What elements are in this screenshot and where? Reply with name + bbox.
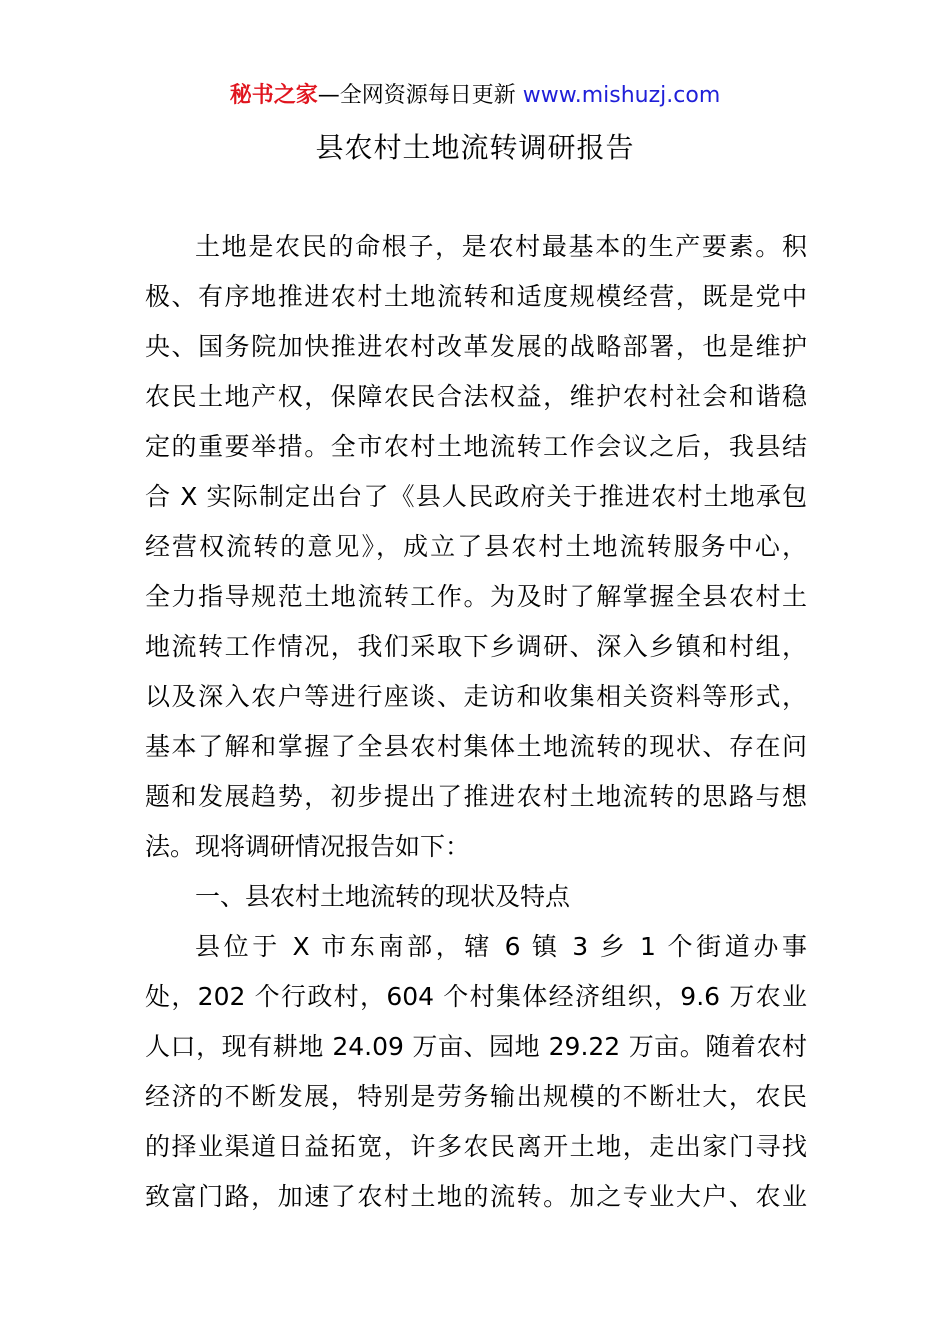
body-line: 处，202 个行政村，604 个村集体经济组织，9.6 万农业 — [145, 982, 807, 1011]
document-title: 县农村土地流转调研报告 — [315, 131, 635, 164]
site-url-link[interactable]: www.mishuzj.com — [522, 83, 721, 108]
body-line: 极、有序地推进农村土地流转和适度规模经营，既是党中 — [145, 282, 807, 311]
body-line: 定的重要举措。全市农村土地流转工作会议之后，我县结 — [145, 432, 807, 461]
body-line: 经济的不断发展，特别是劳务输出规模的不断壮大，农民 — [145, 1082, 807, 1111]
body-line: 致富门路，加速了农村土地的流转。加之专业大户、农业 — [145, 1182, 807, 1211]
body-line: 经营权流转的意见》，成立了县农村土地流转服务中心， — [145, 532, 807, 561]
body-line: 法。现将调研情况报告如下： — [145, 832, 471, 861]
body-line: 央、国务院加快推进农村改革发展的战略部署，也是维护 — [145, 332, 807, 361]
body-line: 土地是农民的命根子，是农村最基本的生产要素。积 — [195, 232, 807, 261]
body-line: 合 X 实际制定出台了《县人民政府关于推进农村土地承包 — [145, 482, 807, 511]
body-line: 题和发展趋势，初步提出了推进农村土地流转的思路与想 — [145, 782, 807, 811]
body-line: 人口，现有耕地 24.09 万亩、园地 29.22 万亩。随着农村 — [145, 1032, 807, 1061]
site-brand: 秘书之家 — [229, 83, 318, 108]
body-line: 全力指导规范土地流转工作。为及时了解掌握全县农村土 — [145, 582, 807, 611]
body-line: 农民土地产权，保障农民合法权益，维护农村社会和谐稳 — [145, 382, 807, 411]
body-line: 县位于 X 市东南部，辖 6 镇 3 乡 1 个街道办事 — [195, 932, 807, 961]
site-header — [0, 80, 950, 112]
body-line: 以及深入农户等进行座谈、走访和收集相关资料等形式， — [145, 682, 807, 711]
body-line: 地流转工作情况，我们采取下乡调研、深入乡镇和村组， — [145, 632, 807, 661]
body-line: 的择业渠道日益拓宽，许多农民离开土地，走出家门寻找 — [145, 1132, 807, 1161]
body-line: 基本了解和掌握了全县农村集体土地流转的现状、存在问 — [145, 732, 807, 761]
section-heading: 一、县农村土地流转的现状及特点 — [195, 882, 571, 911]
site-tagline: —全网资源每日更新 — [317, 83, 523, 108]
